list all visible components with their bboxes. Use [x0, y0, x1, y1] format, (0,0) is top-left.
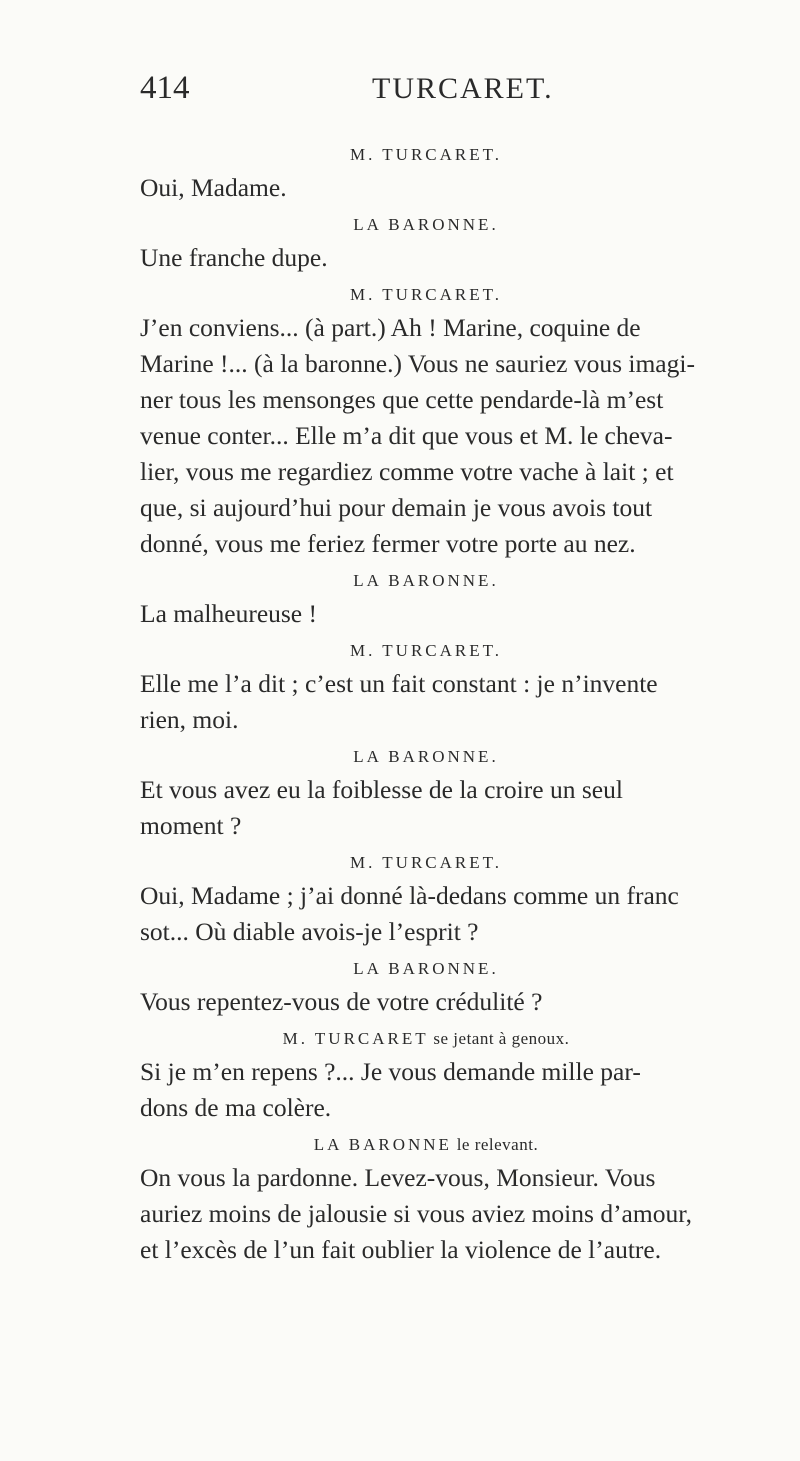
speaker-label: M. TURCARET.: [349, 853, 503, 872]
speaker-name: [140, 214, 712, 236]
speech-line: Et vous avez eu la foiblesse de la croire un seul: [140, 775, 623, 804]
speech-line: lier, vous me regardiez comme votre vache à lait ; et: [140, 457, 674, 486]
speech-line: moment ?: [140, 811, 242, 840]
speech-line: Vous repentez-vous de votre crédulité ?: [140, 987, 543, 1016]
speech-block: [140, 1160, 712, 1268]
speaker-name: [140, 640, 712, 662]
speech-line: rien, moi.: [140, 705, 239, 734]
speech-block: [140, 240, 712, 276]
speech-block: [140, 666, 712, 738]
speech-line: et l’excès de l’un fait oublier la violence de l’autre.: [140, 1235, 662, 1264]
speaker-label: M. TURCARET.: [349, 285, 503, 304]
stage-direction: se jetant à genoux.: [428, 1029, 570, 1048]
speech-line: Oui, Madame.: [140, 173, 287, 202]
dialogue-text: [140, 136, 712, 1268]
speaker-name: [140, 1028, 712, 1050]
speaker-label: M. TURCARET.: [349, 145, 503, 164]
speech-line: Elle me l’a dit ; c’est un fait constant : je n’invente: [140, 669, 658, 698]
speech-line: Marine !... (à la baronne.) Vous ne sauriez vous imagi-: [140, 349, 695, 378]
speech-line: que, si aujourd’hui pour demain je vous avois tout: [140, 493, 653, 522]
speaker-label: LA BARONNE.: [353, 571, 499, 590]
speaker-name: [140, 1134, 712, 1156]
speech-line: dons de ma colère.: [140, 1093, 332, 1122]
speaker-name: [140, 852, 712, 874]
speech-line: ner tous les mensonges que cette pendarde-là m’est: [140, 385, 664, 414]
speaker-name: [140, 746, 712, 768]
speaker-label: LA BARONNE.: [353, 959, 499, 978]
speech-line: auriez moins de jalousie si vous aviez moins d’amour,: [140, 1199, 693, 1228]
speaker-label: LA BARONNE: [313, 1135, 452, 1154]
speech-block: [140, 170, 712, 206]
running-title: TURCARET.: [372, 72, 554, 105]
speech-line: donné, vous me feriez fermer votre porte au nez.: [140, 529, 636, 558]
speech-line: venue conter... Elle m’a dit que vous et M. le cheva-: [140, 421, 673, 450]
page-number: 414: [140, 70, 190, 106]
speech-line: J’en conviens... (à part.) Ah ! Marine, coquine de: [140, 313, 641, 342]
speaker-label: LA BARONNE.: [353, 215, 499, 234]
speech-block: [140, 984, 712, 1020]
speech-line: sot... Où diable avois-je l’esprit ?: [140, 917, 479, 946]
speaker-name: [140, 284, 712, 306]
speech-line: On vous la pardonne. Levez-vous, Monsieur. Vous: [140, 1163, 656, 1192]
speaker-label: M. TURCARET: [282, 1029, 429, 1048]
speech-block: [140, 878, 712, 950]
speech-line: Si je m’en repens ?... Je vous demande mille par-: [140, 1057, 641, 1086]
speaker-name: [140, 958, 712, 980]
speaker-name: [140, 144, 712, 166]
speaker-label: LA BARONNE.: [353, 747, 499, 766]
speech-line: La malheureuse !: [140, 599, 317, 628]
speech-block: [140, 772, 712, 844]
speech-block: [140, 596, 712, 632]
speech-block: [140, 310, 712, 562]
speech-block: [140, 1054, 712, 1126]
speech-line: Une franche dupe.: [140, 243, 328, 272]
speaker-label: M. TURCARET.: [349, 641, 503, 660]
speech-line: Oui, Madame ; j’ai donné là-dedans comme un franc: [140, 881, 679, 910]
speaker-name: [140, 570, 712, 592]
stage-direction: le relevant.: [451, 1135, 539, 1154]
page-header: [140, 70, 700, 110]
